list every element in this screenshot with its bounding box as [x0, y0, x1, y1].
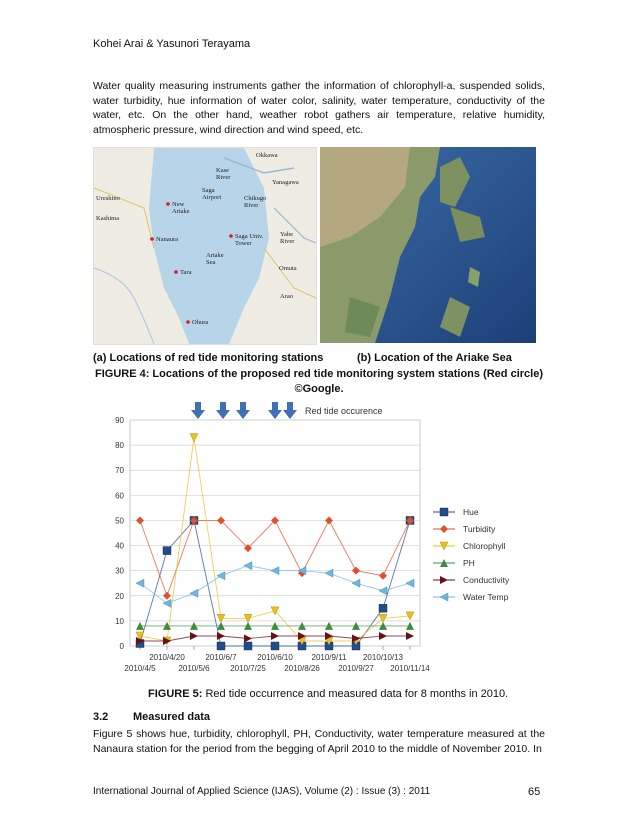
map-label: Saga Univ. Tower [235, 233, 264, 247]
legend-item [433, 558, 475, 568]
red-tide-arrow-icon [216, 402, 230, 419]
y-tick-label: 10 [115, 616, 124, 626]
y-tick-label: 20 [115, 591, 124, 601]
map-label: Omuta [279, 265, 297, 272]
paragraph-measured: Figure 5 shows hue, turbidity, chlorophyll, PH, Conductivity, water temperature measured at the Nanaura station for the period from the begging of April 2010 to the middle of November 2010. In [93, 728, 545, 755]
figure5-text: Red tide occurrence and measured data for 8 months in 2010. [202, 688, 509, 700]
footer-journal: International Journal of Applied Science (IJAS), Volume (2) : Issue (3) : 2011 [93, 786, 431, 797]
legend-label: Water Temp [463, 592, 509, 602]
red-tide-arrow-icon [191, 402, 205, 419]
red-tide-arrow-icon [236, 402, 250, 419]
map-ariake-satellite [320, 147, 536, 343]
figure5-label: FIGURE 5: [148, 688, 203, 700]
map-stations-graphic [94, 148, 316, 344]
station-marker [150, 237, 154, 241]
section-heading [93, 711, 210, 723]
x-tick-label: 2010/6/10 [257, 653, 293, 662]
figure4-caption-line2: ©Google. [294, 383, 344, 395]
data-point [244, 642, 252, 650]
figure5-caption [148, 688, 508, 700]
red-tide-arrow-icon [283, 402, 297, 419]
data-point [217, 642, 225, 650]
x-tick-label: 2010/4/20 [149, 653, 185, 662]
station-marker [186, 320, 190, 324]
figure5-chart [93, 400, 553, 682]
legend-item [433, 524, 496, 534]
map-label: Ohura [192, 319, 209, 326]
map-label: Yanagawa [272, 179, 299, 186]
map-label: Ureshino [96, 195, 120, 202]
map-stations [93, 147, 317, 345]
data-point [163, 547, 171, 555]
x-tick-label: 2010/9/11 [311, 653, 347, 662]
station-marker [174, 270, 178, 274]
caption-b: (b) Location of the Ariake Sea [357, 352, 512, 364]
data-point [271, 642, 279, 650]
station-marker [166, 202, 170, 206]
map-label: Ariake Sea [206, 252, 224, 266]
legend-item [433, 592, 509, 602]
red-tide-arrow-icon [268, 402, 282, 419]
legend-label: Chlorophyll [463, 541, 506, 551]
map-label: Yabe River [280, 231, 295, 245]
satellite-graphic [320, 147, 536, 343]
data-point [440, 576, 448, 584]
data-point [440, 593, 448, 601]
legend-label: PH [463, 558, 475, 568]
paragraph-instruments: Water quality measuring instruments gather the information of chlorophyll-a, suspended solids, water turbidity, hue information of water color, salinity, water temperature, conductivity of the water, etc. On the other hand, weather robot gathers air temperature, relative humidity, atmospheric pressure, wind direction and wind speed, etc. [93, 80, 545, 136]
legend-label: Hue [463, 507, 479, 517]
map-label: Kashima [96, 215, 120, 222]
red-tide-annotation: Red tide occurence [305, 406, 383, 416]
y-tick-label: 90 [115, 416, 124, 425]
x-tick-label: 2010/10/13 [362, 653, 404, 662]
station-marker [229, 234, 233, 238]
legend-item [433, 507, 479, 517]
map-label: Chikugo River [244, 195, 267, 209]
map-label: Saga Airport [202, 187, 222, 201]
data-point [440, 525, 448, 533]
running-header: Kohei Arai & Yasunori Terayama [93, 38, 251, 50]
page-number: 65 [528, 786, 541, 798]
y-tick-label: 50 [115, 516, 124, 526]
caption-a: (a) Locations of red tide monitoring stations [93, 352, 324, 364]
map-label: Okkawa [256, 152, 278, 159]
map-label: Nanaura [156, 236, 179, 243]
chart-svg [93, 400, 553, 682]
x-tick-label: 2010/7/25 [230, 664, 266, 673]
section-title: Measured data [133, 711, 211, 723]
legend-item [433, 575, 510, 585]
data-point [440, 508, 448, 516]
x-tick-label: 2010/5/6 [178, 664, 210, 673]
y-tick-label: 40 [115, 541, 124, 551]
y-tick-label: 60 [115, 491, 124, 501]
x-tick-label: 2010/6/7 [205, 653, 237, 662]
map-label: Tara [180, 269, 192, 276]
x-tick-label: 2010/8/26 [284, 664, 320, 673]
map-label: New Ariake [172, 201, 190, 215]
section-number: 3.2 [93, 711, 109, 723]
x-tick-label: 2010/9/27 [338, 664, 374, 673]
figure4-caption-line1: FIGURE 4: Locations of the proposed red tide monitoring system stations (Red circle) [94, 368, 543, 380]
y-tick-label: 0 [119, 642, 124, 651]
y-tick-label: 80 [115, 441, 124, 451]
data-point [379, 604, 387, 612]
map-label: Arao [280, 293, 293, 300]
legend-label: Conductivity [463, 575, 510, 585]
map-label: Kase River [216, 167, 231, 181]
y-tick-label: 30 [115, 566, 124, 576]
x-tick-label: 2010/4/5 [124, 664, 156, 673]
legend-label: Turbidity [463, 524, 496, 534]
legend-item [433, 541, 506, 551]
figure4-caption [93, 367, 545, 397]
y-tick-label: 70 [115, 466, 124, 476]
x-tick-label: 2010/11/14 [390, 664, 430, 673]
